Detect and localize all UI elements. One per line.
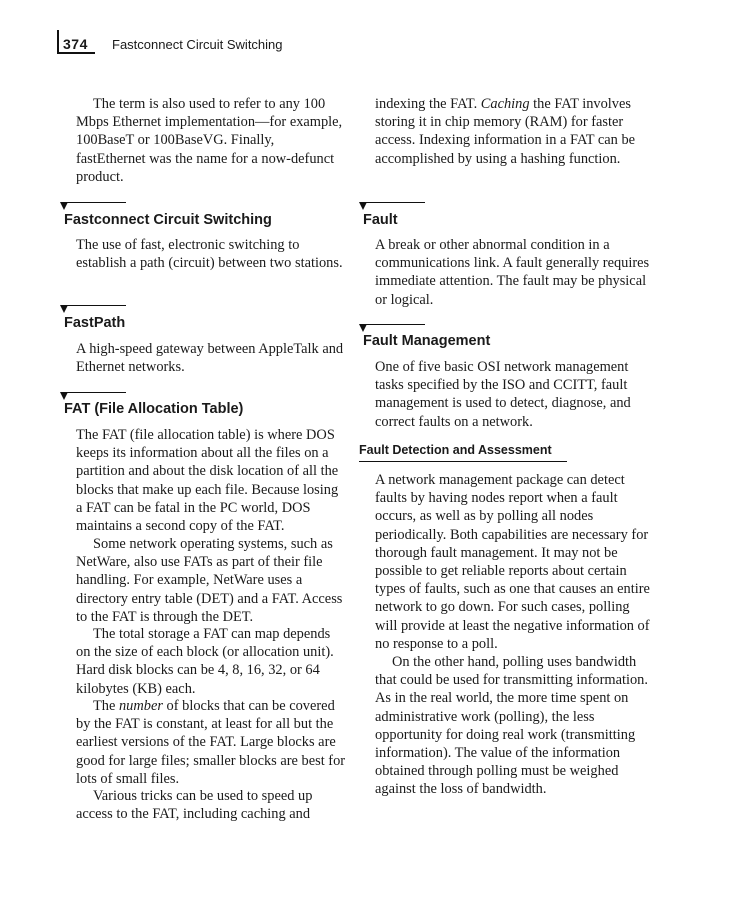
entry-marker [359,202,425,212]
running-title: Fastconnect Circuit Switching [112,37,283,52]
fault-detection-paragraph-2: On the other hand, polling uses bandwidth that could be used for transmitting information. As in the real world, the more time spent on administrative work (polling), the less opportunity for doing real work (transmitting information). The value of the information obtained through polling must be weighed against the loss of bandwidth. [375,654,648,798]
triangle-marker-icon [60,202,68,210]
emphasis-caching: Caching [480,96,530,112]
header-rule-horizontal [57,52,95,54]
entry-term-fastpath: FastPath [64,315,126,331]
fat-continuation-paragraph: indexing the FAT. Caching the FAT involves storing it in chip memory (RAM) for faster access. Indexing information in a FAT can be accomplished by using a hashing function. [375,96,636,167]
fat-paragraph-3: The total storage a FAT can map depends on the size of each block (or allocation unit). Hard disk blocks can be 4, 8, 16, 32, or 64 kilobytes (KB) each. [76,626,334,697]
fat-paragraph-5: Various tricks can be used to speed up access to the FAT, including caching and [76,788,313,823]
subsection-title: Fault Detection and Assessment [359,443,552,457]
fat-paragraph-2: Some network operating systems, such as NetWare, also use FATs as part of their file handling. For example, NetWare uses a directory entry table (DET) and a FAT. Access to the FAT is through the DET. [76,536,343,625]
entry-term-fastconnect: Fastconnect Circuit Switching [64,212,272,228]
entry-definition-fault: A break or other abnormal condition in a communications link. A fault generally requires immediate attention. The fault may be physical or logical. [375,237,650,308]
fat-paragraph-1: The FAT (file allocation table) is where DOS keeps its information about all the files on a partition and about the disk location of all the blocks that make up each file. Because losing a FAT can be fatal in the PC world, DOS maintains a second copy of the FAT. [76,427,339,535]
fat-paragraph-4: The number of blocks that can be covered by the FAT is constant, at least for all but the earliest versions of the FAT. Large blocks are good for large files; smaller blocks are best for lots of small files. [76,698,346,787]
page-number: 374 [63,36,88,52]
entry-marker [60,305,126,315]
entry-definition-fastconnect: The use of fast, electronic switching to establish a path (circuit) between two stations. [76,237,343,272]
triangle-marker-icon [60,305,68,313]
fault-detection-paragraph-1: A network management package can detect faults by having nodes report when a fault occurs, as well as by polling all nodes periodically. Both capabilities are necessary for thorough fault management. It may not be possible to get reliable reports about certain types of faults, such as one that causes an entire network to go down. For such cases, polling will provide at least the negative information of no response to a poll. [375,472,650,652]
entry-term-fault: Fault [363,212,398,228]
entry-definition-fault-management: One of five basic OSI network management tasks specified by the ISO and CCITT, fault management is used to detect, diagnose, and correct faults on a network. [375,359,631,430]
emphasis-number: number [118,698,163,714]
triangle-marker-icon [359,324,367,332]
triangle-marker-icon [60,392,68,400]
entry-term-fault-management: Fault Management [363,333,491,349]
header-rule-vertical [57,30,59,54]
continued-paragraph: The term is also used to refer to any 100 Mbps Ethernet implementation—for example, 100BaseT or 100BaseVG. Finally, fastEthernet was the name for a now-defunct product. [76,96,343,185]
entry-definition-fastpath: A high-speed gateway between AppleTalk and Ethernet networks. [76,341,344,376]
triangle-marker-icon [359,202,367,210]
entry-marker [60,202,126,212]
subsection-rule [359,461,567,462]
entry-term-fat: FAT (File Allocation Table) [64,401,244,417]
